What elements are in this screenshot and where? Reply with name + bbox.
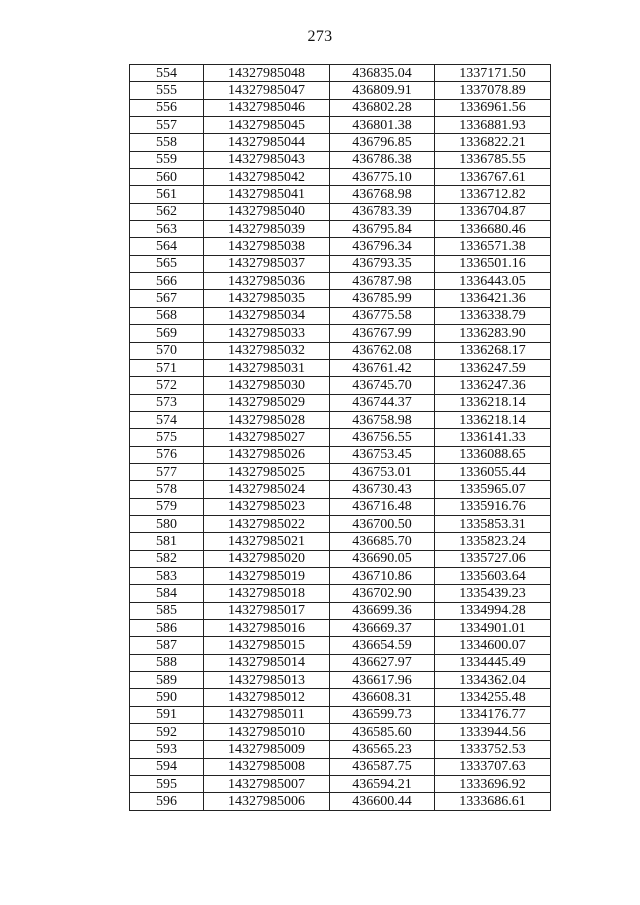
point-number-cell: 595 xyxy=(130,776,204,793)
x-coordinate-cell: 436608.31 xyxy=(330,689,435,706)
table-row xyxy=(130,654,551,671)
table-row xyxy=(130,585,551,602)
point-id-cell: 14327985031 xyxy=(204,359,330,376)
x-coordinate-cell: 436753.45 xyxy=(330,446,435,463)
point-number-cell: 554 xyxy=(130,65,204,82)
point-id-cell: 14327985019 xyxy=(204,567,330,584)
x-coordinate-cell: 436617.96 xyxy=(330,672,435,689)
y-coordinate-cell: 1336218.14 xyxy=(435,411,551,428)
x-coordinate-cell: 436787.98 xyxy=(330,273,435,290)
y-coordinate-cell: 1336822.21 xyxy=(435,134,551,151)
point-id-cell: 14327985027 xyxy=(204,429,330,446)
table-row xyxy=(130,429,551,446)
point-number-cell: 566 xyxy=(130,273,204,290)
x-coordinate-cell: 436565.23 xyxy=(330,741,435,758)
y-coordinate-cell: 1333752.53 xyxy=(435,741,551,758)
table-row xyxy=(130,273,551,290)
point-id-cell: 14327985034 xyxy=(204,307,330,324)
point-id-cell: 14327985020 xyxy=(204,550,330,567)
point-id-cell: 14327985023 xyxy=(204,498,330,515)
table-row xyxy=(130,620,551,637)
point-number-cell: 581 xyxy=(130,533,204,550)
point-number-cell: 584 xyxy=(130,585,204,602)
y-coordinate-cell: 1334362.04 xyxy=(435,672,551,689)
x-coordinate-cell: 436594.21 xyxy=(330,776,435,793)
point-number-cell: 570 xyxy=(130,342,204,359)
table-row xyxy=(130,776,551,793)
point-number-cell: 583 xyxy=(130,567,204,584)
x-coordinate-cell: 436710.86 xyxy=(330,567,435,584)
x-coordinate-cell: 436795.84 xyxy=(330,221,435,238)
point-number-cell: 579 xyxy=(130,498,204,515)
y-coordinate-cell: 1336961.56 xyxy=(435,99,551,116)
y-coordinate-cell: 1335916.76 xyxy=(435,498,551,515)
table-row xyxy=(130,186,551,203)
point-id-cell: 14327985039 xyxy=(204,221,330,238)
point-id-cell: 14327985029 xyxy=(204,394,330,411)
point-number-cell: 582 xyxy=(130,550,204,567)
table-row xyxy=(130,446,551,463)
point-id-cell: 14327985026 xyxy=(204,446,330,463)
x-coordinate-cell: 436802.28 xyxy=(330,99,435,116)
x-coordinate-cell: 436786.38 xyxy=(330,151,435,168)
point-id-cell: 14327985006 xyxy=(204,793,330,810)
table-row xyxy=(130,169,551,186)
point-id-cell: 14327985021 xyxy=(204,533,330,550)
table-row xyxy=(130,481,551,498)
point-number-cell: 556 xyxy=(130,99,204,116)
y-coordinate-cell: 1336571.38 xyxy=(435,238,551,255)
point-number-cell: 575 xyxy=(130,429,204,446)
point-number-cell: 590 xyxy=(130,689,204,706)
y-coordinate-cell: 1336247.59 xyxy=(435,359,551,376)
y-coordinate-cell: 1334600.07 xyxy=(435,637,551,654)
y-coordinate-cell: 1334176.77 xyxy=(435,706,551,723)
table-row xyxy=(130,758,551,775)
x-coordinate-cell: 436775.58 xyxy=(330,307,435,324)
point-id-cell: 14327985030 xyxy=(204,377,330,394)
point-id-cell: 14327985032 xyxy=(204,342,330,359)
point-number-cell: 576 xyxy=(130,446,204,463)
table-row xyxy=(130,359,551,376)
x-coordinate-cell: 436627.97 xyxy=(330,654,435,671)
y-coordinate-cell: 1335727.06 xyxy=(435,550,551,567)
table-row xyxy=(130,325,551,342)
point-number-cell: 588 xyxy=(130,654,204,671)
point-id-cell: 14327985028 xyxy=(204,411,330,428)
x-coordinate-cell: 436685.70 xyxy=(330,533,435,550)
x-coordinate-cell: 436783.39 xyxy=(330,203,435,220)
x-coordinate-cell: 436744.37 xyxy=(330,394,435,411)
y-coordinate-cell: 1337171.50 xyxy=(435,65,551,82)
point-id-cell: 14327985009 xyxy=(204,741,330,758)
x-coordinate-cell: 436599.73 xyxy=(330,706,435,723)
x-coordinate-cell: 436758.98 xyxy=(330,411,435,428)
point-number-cell: 578 xyxy=(130,481,204,498)
point-id-cell: 14327985047 xyxy=(204,82,330,99)
point-number-cell: 565 xyxy=(130,255,204,272)
point-number-cell: 594 xyxy=(130,758,204,775)
point-id-cell: 14327985024 xyxy=(204,481,330,498)
x-coordinate-cell: 436785.99 xyxy=(330,290,435,307)
table-row xyxy=(130,307,551,324)
y-coordinate-cell: 1335603.64 xyxy=(435,567,551,584)
point-number-cell: 577 xyxy=(130,463,204,480)
point-id-cell: 14327985008 xyxy=(204,758,330,775)
x-coordinate-cell: 436793.35 xyxy=(330,255,435,272)
point-id-cell: 14327985043 xyxy=(204,151,330,168)
y-coordinate-cell: 1336055.44 xyxy=(435,463,551,480)
x-coordinate-cell: 436702.90 xyxy=(330,585,435,602)
point-id-cell: 14327985044 xyxy=(204,134,330,151)
table-row xyxy=(130,463,551,480)
y-coordinate-cell: 1336501.16 xyxy=(435,255,551,272)
point-number-cell: 569 xyxy=(130,325,204,342)
table-row xyxy=(130,706,551,723)
x-coordinate-cell: 436585.60 xyxy=(330,724,435,741)
point-id-cell: 14327985022 xyxy=(204,515,330,532)
page-number: 273 xyxy=(307,28,333,45)
point-number-cell: 580 xyxy=(130,515,204,532)
x-coordinate-cell: 436761.42 xyxy=(330,359,435,376)
table-row xyxy=(130,342,551,359)
table-row xyxy=(130,411,551,428)
table-row xyxy=(130,151,551,168)
y-coordinate-cell: 1336421.36 xyxy=(435,290,551,307)
y-coordinate-cell: 1336088.65 xyxy=(435,446,551,463)
table-row xyxy=(130,550,551,567)
table-row xyxy=(130,203,551,220)
point-id-cell: 14327985025 xyxy=(204,463,330,480)
table-row xyxy=(130,255,551,272)
point-id-cell: 14327985041 xyxy=(204,186,330,203)
table-row xyxy=(130,377,551,394)
x-coordinate-cell: 436762.08 xyxy=(330,342,435,359)
point-number-cell: 563 xyxy=(130,221,204,238)
point-number-cell: 592 xyxy=(130,724,204,741)
y-coordinate-cell: 1336443.05 xyxy=(435,273,551,290)
point-number-cell: 560 xyxy=(130,169,204,186)
x-coordinate-cell: 436809.91 xyxy=(330,82,435,99)
table-row xyxy=(130,741,551,758)
point-number-cell: 585 xyxy=(130,602,204,619)
table-row xyxy=(130,515,551,532)
y-coordinate-cell: 1336680.46 xyxy=(435,221,551,238)
point-id-cell: 14327985016 xyxy=(204,620,330,637)
y-coordinate-cell: 1336247.36 xyxy=(435,377,551,394)
y-coordinate-cell: 1336704.87 xyxy=(435,203,551,220)
point-id-cell: 14327985037 xyxy=(204,255,330,272)
point-number-cell: 571 xyxy=(130,359,204,376)
table-row xyxy=(130,533,551,550)
x-coordinate-cell: 436753.01 xyxy=(330,463,435,480)
coordinates-table xyxy=(129,64,551,811)
point-id-cell: 14327985012 xyxy=(204,689,330,706)
point-id-cell: 14327985040 xyxy=(204,203,330,220)
x-coordinate-cell: 436801.38 xyxy=(330,117,435,134)
y-coordinate-cell: 1336218.14 xyxy=(435,394,551,411)
coordinates-table-body xyxy=(130,65,551,811)
x-coordinate-cell: 436745.70 xyxy=(330,377,435,394)
table-row xyxy=(130,290,551,307)
x-coordinate-cell: 436587.75 xyxy=(330,758,435,775)
point-number-cell: 564 xyxy=(130,238,204,255)
point-id-cell: 14327985014 xyxy=(204,654,330,671)
point-number-cell: 572 xyxy=(130,377,204,394)
point-id-cell: 14327985013 xyxy=(204,672,330,689)
x-coordinate-cell: 436756.55 xyxy=(330,429,435,446)
table-row xyxy=(130,793,551,810)
x-coordinate-cell: 436796.34 xyxy=(330,238,435,255)
x-coordinate-cell: 436690.05 xyxy=(330,550,435,567)
table-row xyxy=(130,672,551,689)
point-number-cell: 568 xyxy=(130,307,204,324)
point-id-cell: 14327985036 xyxy=(204,273,330,290)
table-row xyxy=(130,637,551,654)
x-coordinate-cell: 436730.43 xyxy=(330,481,435,498)
point-id-cell: 14327985046 xyxy=(204,99,330,116)
point-id-cell: 14327985007 xyxy=(204,776,330,793)
y-coordinate-cell: 1335965.07 xyxy=(435,481,551,498)
y-coordinate-cell: 1336712.82 xyxy=(435,186,551,203)
y-coordinate-cell: 1335439.23 xyxy=(435,585,551,602)
point-number-cell: 561 xyxy=(130,186,204,203)
x-coordinate-cell: 436669.37 xyxy=(330,620,435,637)
x-coordinate-cell: 436716.48 xyxy=(330,498,435,515)
y-coordinate-cell: 1335823.24 xyxy=(435,533,551,550)
x-coordinate-cell: 436835.04 xyxy=(330,65,435,82)
y-coordinate-cell: 1335853.31 xyxy=(435,515,551,532)
y-coordinate-cell: 1336767.61 xyxy=(435,169,551,186)
table-row xyxy=(130,134,551,151)
x-coordinate-cell: 436796.85 xyxy=(330,134,435,151)
point-number-cell: 586 xyxy=(130,620,204,637)
table-row xyxy=(130,82,551,99)
point-id-cell: 14327985015 xyxy=(204,637,330,654)
y-coordinate-cell: 1333707.63 xyxy=(435,758,551,775)
point-number-cell: 558 xyxy=(130,134,204,151)
point-id-cell: 14327985017 xyxy=(204,602,330,619)
point-number-cell: 596 xyxy=(130,793,204,810)
y-coordinate-cell: 1333944.56 xyxy=(435,724,551,741)
point-number-cell: 593 xyxy=(130,741,204,758)
table-row xyxy=(130,602,551,619)
x-coordinate-cell: 436775.10 xyxy=(330,169,435,186)
point-id-cell: 14327985010 xyxy=(204,724,330,741)
point-number-cell: 555 xyxy=(130,82,204,99)
y-coordinate-cell: 1336141.33 xyxy=(435,429,551,446)
point-id-cell: 14327985033 xyxy=(204,325,330,342)
point-number-cell: 591 xyxy=(130,706,204,723)
y-coordinate-cell: 1337078.89 xyxy=(435,82,551,99)
point-number-cell: 562 xyxy=(130,203,204,220)
point-id-cell: 14327985035 xyxy=(204,290,330,307)
table-row xyxy=(130,238,551,255)
point-number-cell: 589 xyxy=(130,672,204,689)
point-id-cell: 14327985018 xyxy=(204,585,330,602)
y-coordinate-cell: 1333686.61 xyxy=(435,793,551,810)
table-row xyxy=(130,221,551,238)
point-number-cell: 574 xyxy=(130,411,204,428)
y-coordinate-cell: 1333696.92 xyxy=(435,776,551,793)
x-coordinate-cell: 436699.36 xyxy=(330,602,435,619)
y-coordinate-cell: 1334901.01 xyxy=(435,620,551,637)
x-coordinate-cell: 436768.98 xyxy=(330,186,435,203)
point-id-cell: 14327985038 xyxy=(204,238,330,255)
y-coordinate-cell: 1336268.17 xyxy=(435,342,551,359)
point-number-cell: 567 xyxy=(130,290,204,307)
x-coordinate-cell: 436600.44 xyxy=(330,793,435,810)
point-id-cell: 14327985048 xyxy=(204,65,330,82)
x-coordinate-cell: 436654.59 xyxy=(330,637,435,654)
point-number-cell: 559 xyxy=(130,151,204,168)
point-id-cell: 14327985042 xyxy=(204,169,330,186)
table-row xyxy=(130,498,551,515)
y-coordinate-cell: 1336785.55 xyxy=(435,151,551,168)
y-coordinate-cell: 1336283.90 xyxy=(435,325,551,342)
table-row xyxy=(130,689,551,706)
x-coordinate-cell: 436767.99 xyxy=(330,325,435,342)
table-row xyxy=(130,724,551,741)
table-row xyxy=(130,65,551,82)
point-number-cell: 587 xyxy=(130,637,204,654)
table-row xyxy=(130,567,551,584)
y-coordinate-cell: 1334445.49 xyxy=(435,654,551,671)
table-row xyxy=(130,99,551,116)
x-coordinate-cell: 436700.50 xyxy=(330,515,435,532)
y-coordinate-cell: 1336881.93 xyxy=(435,117,551,134)
table-row xyxy=(130,394,551,411)
point-id-cell: 14327985045 xyxy=(204,117,330,134)
point-id-cell: 14327985011 xyxy=(204,706,330,723)
table-row xyxy=(130,117,551,134)
y-coordinate-cell: 1334255.48 xyxy=(435,689,551,706)
point-number-cell: 557 xyxy=(130,117,204,134)
point-number-cell: 573 xyxy=(130,394,204,411)
y-coordinate-cell: 1336338.79 xyxy=(435,307,551,324)
y-coordinate-cell: 1334994.28 xyxy=(435,602,551,619)
